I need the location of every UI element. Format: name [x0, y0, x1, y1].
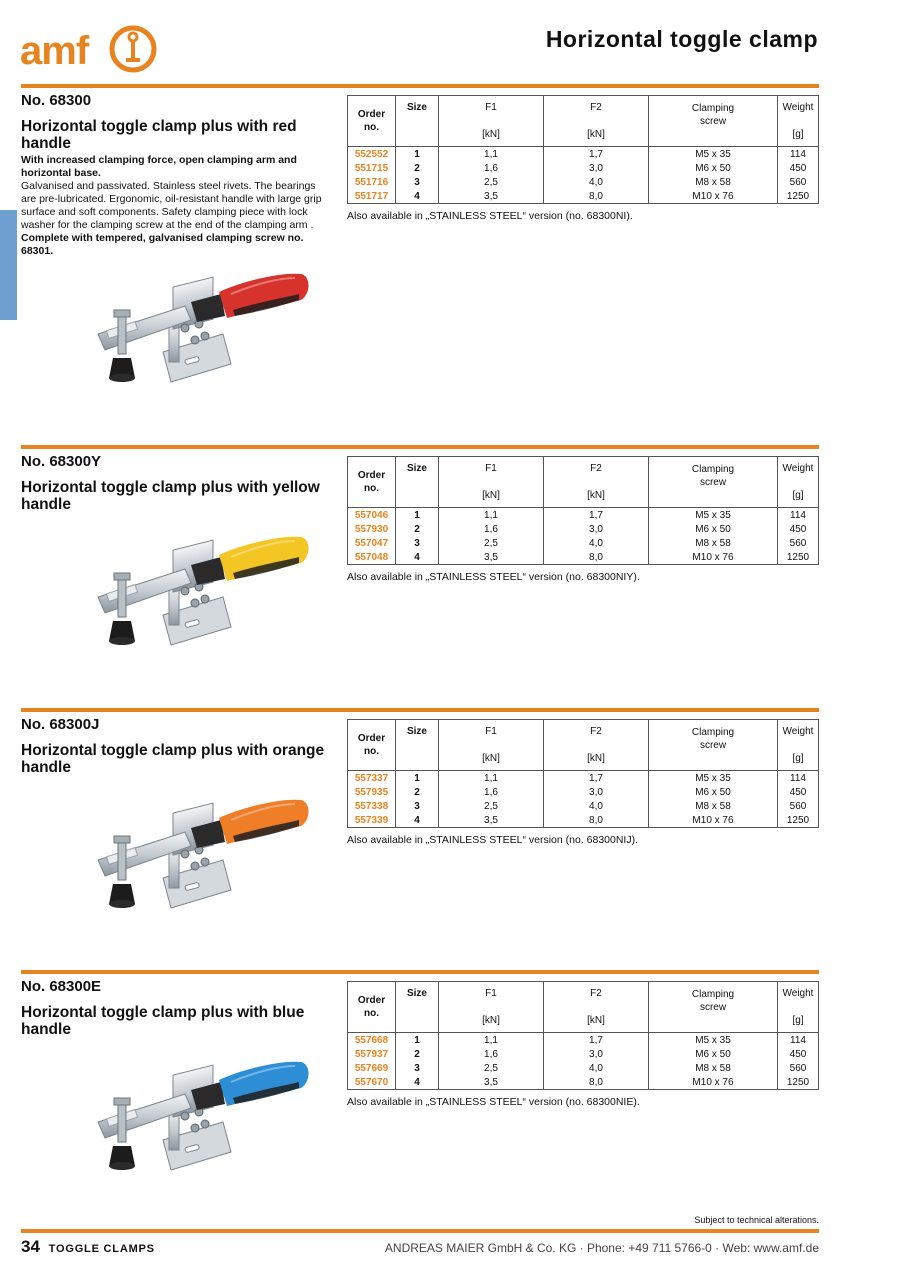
logo-text: amf: [20, 29, 89, 73]
footer-disclaimer: Subject to technical alterations.: [694, 1215, 819, 1225]
order-number-cell: 557668: [348, 1033, 396, 1048]
weight-cell: 450: [778, 522, 819, 536]
clamp-product-image: [73, 798, 313, 918]
product-section-68300E: [21, 970, 819, 1210]
catalog-category: TOGGLE CLAMPS: [48, 1243, 155, 1255]
clamping-screw-cell: M5 x 35: [649, 147, 778, 162]
col-order-no: Order no.: [348, 982, 396, 1033]
col-size: Size: [396, 982, 439, 1033]
order-number-cell: 551715: [348, 161, 396, 175]
size-cell: 4: [396, 550, 439, 565]
product-number: No. 68300: [21, 92, 92, 109]
col-order-no: Order no.: [348, 720, 396, 771]
product-title: Horizontal toggle clamp plus with blue handle: [21, 1004, 305, 1038]
clamp-product-image: [73, 272, 313, 392]
spec-table: [347, 456, 819, 565]
f2-cell: 1,7: [544, 1033, 649, 1048]
col-f2: F2 [kN]: [544, 457, 649, 508]
table-row: [348, 522, 819, 536]
f2-cell: 3,0: [544, 522, 649, 536]
clamping-screw-cell: M10 x 76: [649, 1075, 778, 1090]
f1-cell: 2,5: [439, 1061, 544, 1075]
size-cell: 2: [396, 522, 439, 536]
col-f2: F2 [kN]: [544, 96, 649, 147]
f2-cell: 8,0: [544, 1075, 649, 1090]
clamping-screw-cell: M10 x 76: [649, 813, 778, 828]
page-number: 34: [21, 1237, 40, 1256]
f1-cell: 1,6: [439, 161, 544, 175]
f1-cell: 1,6: [439, 785, 544, 799]
description-note: Complete with tempered, galvanised clamping screw no. 68301.: [21, 232, 304, 257]
size-cell: 1: [396, 147, 439, 162]
weight-cell: 1250: [778, 813, 819, 828]
weight-cell: 450: [778, 1047, 819, 1061]
f2-cell: 4,0: [544, 1061, 649, 1075]
col-f1: F1 [kN]: [439, 96, 544, 147]
order-number-cell: 557339: [348, 813, 396, 828]
col-f2: F2 [kN]: [544, 720, 649, 771]
col-clamping-screw: Clamping screw: [649, 457, 778, 508]
clamping-screw-cell: M5 x 35: [649, 508, 778, 523]
clamp-product-image: [73, 1060, 313, 1180]
f1-cell: 2,5: [439, 799, 544, 813]
section-divider: [21, 445, 819, 449]
weight-cell: 560: [778, 175, 819, 189]
f2-cell: 8,0: [544, 813, 649, 828]
product-number: No. 68300E: [21, 978, 102, 995]
order-number-cell: 557338: [348, 799, 396, 813]
table-row: [348, 189, 819, 204]
weight-cell: 114: [778, 1033, 819, 1048]
product-title: Horizontal toggle clamp plus with yellow handle: [21, 479, 320, 513]
order-number-cell: 551717: [348, 189, 396, 204]
col-size: Size: [396, 96, 439, 147]
table-row: [348, 785, 819, 799]
col-size: Size: [396, 720, 439, 771]
section-divider: [21, 84, 819, 88]
table-row: [348, 536, 819, 550]
order-number-cell: 557930: [348, 522, 396, 536]
col-order-no: Order no.: [348, 96, 396, 147]
clamping-screw-cell: M5 x 35: [649, 1033, 778, 1048]
f2-cell: 8,0: [544, 189, 649, 204]
col-weight: Weight [g]: [778, 457, 819, 508]
size-cell: 3: [396, 175, 439, 189]
col-f1: F1 [kN]: [439, 457, 544, 508]
size-cell: 3: [396, 536, 439, 550]
col-clamping-screw: Clamping screw: [649, 720, 778, 771]
page-title: Horizontal toggle clamp: [545, 26, 818, 52]
col-weight: Weight [g]: [778, 982, 819, 1033]
product-title: Horizontal toggle clamp plus with red handle: [21, 118, 297, 152]
f2-cell: 1,7: [544, 771, 649, 786]
f1-cell: 3,5: [439, 550, 544, 565]
table-row: [348, 1075, 819, 1090]
f1-cell: 1,6: [439, 1047, 544, 1061]
col-order-no: Order no.: [348, 457, 396, 508]
weight-cell: 560: [778, 799, 819, 813]
table-row: [348, 771, 819, 786]
weight-cell: 560: [778, 536, 819, 550]
order-number-cell: 557669: [348, 1061, 396, 1075]
col-weight: Weight [g]: [778, 720, 819, 771]
clamping-screw-cell: M6 x 50: [649, 785, 778, 799]
f1-cell: 2,5: [439, 536, 544, 550]
clamping-screw-cell: M10 x 76: [649, 189, 778, 204]
footer-divider: [21, 1229, 819, 1233]
order-number-cell: 557937: [348, 1047, 396, 1061]
size-cell: 2: [396, 785, 439, 799]
clamping-screw-cell: M6 x 50: [649, 522, 778, 536]
spec-table: [347, 981, 819, 1090]
table-row: [348, 799, 819, 813]
clamping-screw-cell: M10 x 76: [649, 550, 778, 565]
size-cell: 4: [396, 1075, 439, 1090]
clamp-product-image: [73, 535, 313, 655]
f1-cell: 1,1: [439, 771, 544, 786]
section-divider: [21, 970, 819, 974]
col-f1: F1 [kN]: [439, 720, 544, 771]
product-number: No. 68300Y: [21, 453, 102, 470]
col-f2: F2 [kN]: [544, 982, 649, 1033]
f1-cell: 1,1: [439, 508, 544, 523]
availability-note: Also available in „STAINLESS STEEL“ version (no. 68300NIJ).: [347, 834, 639, 846]
order-number-cell: 557048: [348, 550, 396, 565]
weight-cell: 560: [778, 1061, 819, 1075]
table-row: [348, 175, 819, 189]
table-row: [348, 161, 819, 175]
table-row: [348, 1033, 819, 1048]
size-cell: 3: [396, 1061, 439, 1075]
f1-cell: 1,1: [439, 147, 544, 162]
product-description: [21, 154, 326, 258]
spec-table: [347, 719, 819, 828]
f2-cell: 3,0: [544, 161, 649, 175]
availability-note: Also available in „STAINLESS STEEL“ version (no. 68300NI).: [347, 210, 633, 222]
f2-cell: 3,0: [544, 785, 649, 799]
table-row: [348, 1061, 819, 1075]
f1-cell: 3,5: [439, 813, 544, 828]
availability-note: Also available in „STAINLESS STEEL“ version (no. 68300NIY).: [347, 571, 640, 583]
size-cell: 1: [396, 1033, 439, 1048]
f1-cell: 1,1: [439, 1033, 544, 1048]
order-number-cell: 557935: [348, 785, 396, 799]
availability-note: Also available in „STAINLESS STEEL“ version (no. 68300NIE).: [347, 1096, 640, 1108]
f2-cell: 4,0: [544, 175, 649, 189]
product-title: Horizontal toggle clamp plus with orange handle: [21, 742, 325, 776]
f2-cell: 3,0: [544, 1047, 649, 1061]
col-clamping-screw: Clamping screw: [649, 96, 778, 147]
product-section-68300: [21, 84, 819, 404]
order-number-cell: 557046: [348, 508, 396, 523]
size-cell: 2: [396, 1047, 439, 1061]
clamping-screw-cell: M8 x 58: [649, 175, 778, 189]
weight-cell: 1250: [778, 550, 819, 565]
clamping-screw-cell: M8 x 58: [649, 1061, 778, 1075]
order-number-cell: 551716: [348, 175, 396, 189]
weight-cell: 114: [778, 147, 819, 162]
order-number-cell: 557670: [348, 1075, 396, 1090]
clamping-screw-cell: M6 x 50: [649, 1047, 778, 1061]
footer-page-label: [21, 1237, 155, 1257]
order-number-cell: 557047: [348, 536, 396, 550]
col-clamping-screw: Clamping screw: [649, 982, 778, 1033]
col-size: Size: [396, 457, 439, 508]
weight-cell: 114: [778, 508, 819, 523]
description-highlight: With increased clamping force, open clamping arm and horizontal base.: [21, 154, 297, 179]
order-number-cell: 552552: [348, 147, 396, 162]
f2-cell: 4,0: [544, 799, 649, 813]
weight-cell: 1250: [778, 189, 819, 204]
product-section-68300Y: [21, 445, 819, 685]
f2-cell: 4,0: [544, 536, 649, 550]
weight-cell: 1250: [778, 1075, 819, 1090]
size-cell: 4: [396, 189, 439, 204]
weight-cell: 450: [778, 161, 819, 175]
clamping-screw-cell: M8 x 58: [649, 536, 778, 550]
col-weight: Weight [g]: [778, 96, 819, 147]
order-number-cell: 557337: [348, 771, 396, 786]
table-row: [348, 550, 819, 565]
f2-cell: 8,0: [544, 550, 649, 565]
weight-cell: 450: [778, 785, 819, 799]
clamping-screw-cell: M8 x 58: [649, 799, 778, 813]
spec-table: [347, 95, 819, 204]
table-row: [348, 813, 819, 828]
side-tab-marker: [0, 210, 17, 320]
f2-cell: 1,7: [544, 508, 649, 523]
size-cell: 1: [396, 508, 439, 523]
table-row: [348, 1047, 819, 1061]
footer-company-info: ANDREAS MAIER GmbH & Co. KG · Phone: +49 711 5766-0 · Web: www.amf.de: [384, 1241, 819, 1255]
f1-cell: 2,5: [439, 175, 544, 189]
amf-logo: [20, 24, 160, 76]
f2-cell: 1,7: [544, 147, 649, 162]
size-cell: 4: [396, 813, 439, 828]
description-text: Galvanised and passivated. Stainless steel rivets. The bearings are pre-lubricated. Ergonomic, oil-resistant handle with large grip surface and soft components. Safety clamping piece with lock washer for the clamping screw at the end of the clamping arm .: [21, 180, 322, 231]
table-row: [348, 508, 819, 523]
size-cell: 1: [396, 771, 439, 786]
f1-cell: 3,5: [439, 189, 544, 204]
size-cell: 3: [396, 799, 439, 813]
product-number: No. 68300J: [21, 716, 100, 733]
clamping-screw-cell: M5 x 35: [649, 771, 778, 786]
table-row: [348, 147, 819, 162]
clamping-screw-cell: M6 x 50: [649, 161, 778, 175]
section-divider: [21, 708, 819, 712]
weight-cell: 114: [778, 771, 819, 786]
f1-cell: 3,5: [439, 1075, 544, 1090]
product-section-68300J: [21, 708, 819, 948]
size-cell: 2: [396, 161, 439, 175]
f1-cell: 1,6: [439, 522, 544, 536]
col-f1: F1 [kN]: [439, 982, 544, 1033]
